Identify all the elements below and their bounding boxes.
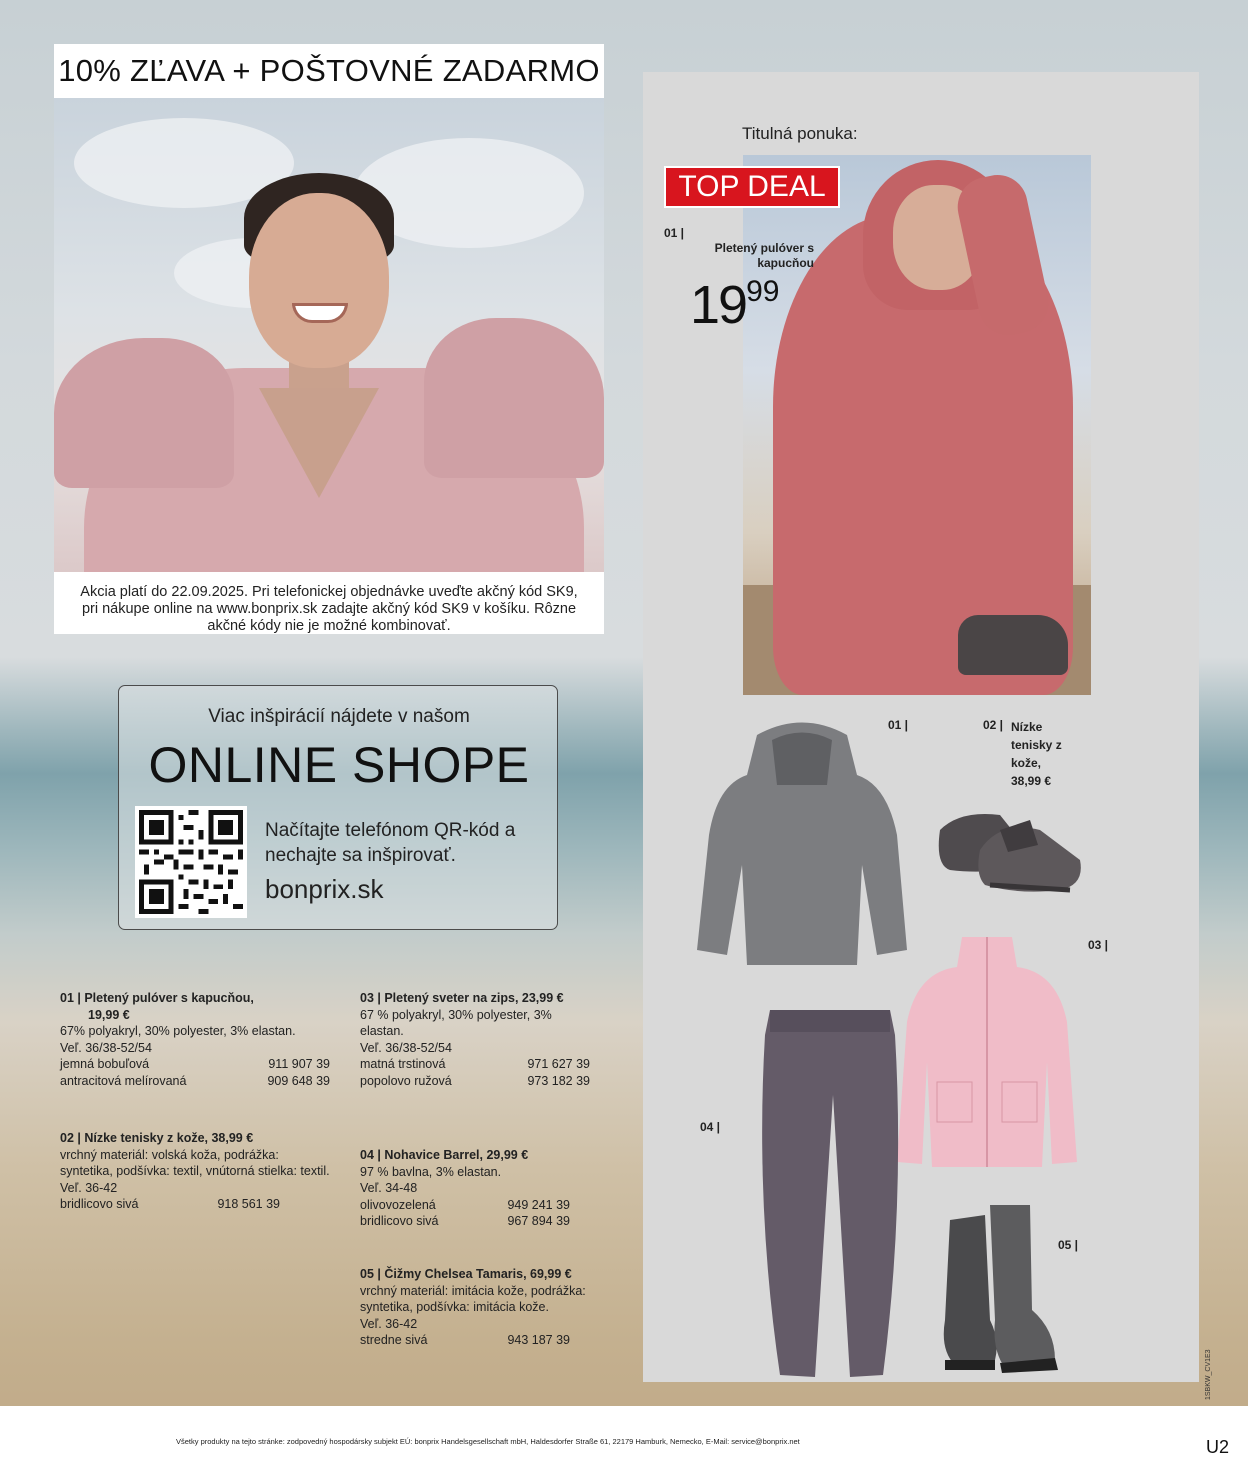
variant-color: antracitová melírovaná bbox=[60, 1073, 187, 1088]
promo-card bbox=[54, 44, 604, 634]
variant-color: bridlicovo sivá bbox=[60, 1197, 139, 1211]
qr-instruction: Načítajte telefónom QR-kód a nechajte sa inšpirovať. bbox=[265, 820, 516, 866]
top-deal-badge: TOP DEAL bbox=[664, 166, 840, 208]
desc-01-head: 01 | Pletený pulóver s kapucňou, bbox=[60, 991, 254, 1005]
desc-02-head: 02 | Nízke tenisky z kože, 38,99 € bbox=[60, 1131, 254, 1145]
cover-price bbox=[690, 262, 779, 335]
variant-row bbox=[360, 1197, 620, 1214]
desc-05-material: vrchný materiál: imitácia kože, podrážka: syntetika, podšívka: imitácia kože. bbox=[360, 1283, 586, 1314]
desc-03-head: 03 | Pletený sveter na zips, 23,99 € bbox=[360, 991, 564, 1005]
footer bbox=[0, 1406, 1248, 1460]
product-number-05: 05 | bbox=[1058, 1238, 1079, 1252]
desc-01-material: 67% polyakryl, 30% polyester, 3% elastan. bbox=[60, 1024, 296, 1038]
cover-label: Titulná ponuka: bbox=[742, 124, 858, 143]
variant-color: olivovozelená bbox=[360, 1197, 436, 1212]
cover-item-name: Pletený pulóver s kapucňou bbox=[714, 241, 814, 270]
variant-color: stredne sivá bbox=[360, 1333, 428, 1347]
variant-color: popolovo ružová bbox=[360, 1073, 452, 1088]
shop-url-link[interactable]: bonprix.sk bbox=[265, 874, 384, 904]
product-number-04: 04 | bbox=[700, 1120, 721, 1134]
price-cents: 99 bbox=[746, 275, 780, 308]
desc-01-price: 19,99 € bbox=[88, 1007, 130, 1022]
variant-code: 967 894 39 bbox=[507, 1214, 570, 1228]
pink-zip-sweater-image bbox=[897, 932, 1077, 1172]
product-number-02: 02 | bbox=[983, 718, 1004, 732]
page-number: U2 bbox=[1206, 1437, 1230, 1457]
boots-image bbox=[940, 1200, 1070, 1375]
description-03 bbox=[360, 990, 620, 1089]
desc-03-size: Veľ. 36/38-52/54 bbox=[360, 1040, 452, 1055]
promo-headline: 10% ZĽAVA + POŠTOVNÉ ZADARMO bbox=[54, 44, 604, 98]
cover-item-number: 01 | bbox=[664, 226, 685, 240]
variant-code: 918 561 39 bbox=[217, 1197, 280, 1211]
gray-hoodie-image bbox=[697, 715, 907, 970]
description-01 bbox=[60, 990, 330, 1089]
variant-row bbox=[360, 1056, 620, 1073]
variant-code: 971 627 39 bbox=[527, 1057, 590, 1071]
desc-02-material: vrchný materiál: volská koža, podrážka: syntetika, podšívka: textil, vnútorná stielka: textil. bbox=[60, 1147, 330, 1178]
description-05 bbox=[360, 1266, 620, 1349]
desc-01-size: Veľ. 36/38-52/54 bbox=[60, 1040, 152, 1055]
promo-photo bbox=[54, 98, 604, 572]
shop-title: ONLINE SHOPE bbox=[148, 737, 530, 793]
product-number-03: 03 | bbox=[1088, 938, 1109, 952]
desc-05-head: 05 | Čižmy Chelsea Tamaris, 69,99 € bbox=[360, 1267, 572, 1281]
product-number-01: 01 | bbox=[888, 718, 909, 732]
variant-code: 943 187 39 bbox=[507, 1333, 570, 1347]
variant-row bbox=[60, 1073, 330, 1090]
price-main: 19 bbox=[690, 275, 747, 335]
online-shop-box bbox=[118, 685, 558, 930]
variant-row bbox=[360, 1213, 620, 1230]
desc-04-material: 97 % bavlna, 3% elastan. bbox=[360, 1164, 502, 1179]
catalog-code: 1SBKW_CV1E3 bbox=[1205, 1349, 1212, 1400]
variant-color: jemná bobuľová bbox=[60, 1057, 150, 1071]
sneakers-image bbox=[930, 790, 1090, 900]
variant-color: matná trstinová bbox=[360, 1057, 446, 1071]
variant-color: bridlicovo sivá bbox=[360, 1214, 439, 1228]
description-02 bbox=[60, 1130, 330, 1213]
description-04 bbox=[360, 1147, 620, 1230]
variant-row bbox=[360, 1332, 620, 1349]
variant-row bbox=[360, 1073, 620, 1090]
variant-code: 909 648 39 bbox=[267, 1073, 330, 1088]
trousers-image bbox=[755, 1005, 905, 1380]
variant-code: 949 241 39 bbox=[507, 1197, 570, 1212]
shop-intro: Viac inšpirácií nájdete v našom bbox=[208, 706, 470, 727]
desc-04-head: 04 | Nohavice Barrel, 29,99 € bbox=[360, 1148, 529, 1162]
desc-02-size: Veľ. 36-42 bbox=[60, 1180, 118, 1195]
promo-conditions: Akcia platí do 22.09.2025. Pri telefonickej objednávke uveďte akčný kód SK9, pri nákupe online na www.bonprix.sk zadajte akčný kód SK9 v košíku. Rôzne akčné kódy nie je možné kombinovať. bbox=[80, 584, 578, 634]
qr-code[interactable] bbox=[135, 806, 247, 918]
sneaker-label-text: Nízke tenisky z kože, 38,99 € bbox=[1011, 720, 1062, 788]
sneaker-label bbox=[983, 718, 1073, 790]
desc-05-size: Veľ. 36-42 bbox=[360, 1316, 418, 1331]
desc-04-size: Veľ. 34-48 bbox=[360, 1181, 418, 1195]
variant-code: 911 907 39 bbox=[268, 1057, 330, 1071]
variant-row bbox=[60, 1056, 330, 1073]
variant-code: 973 182 39 bbox=[527, 1073, 590, 1088]
footer-legal-text: Všetky produkty na tejto stránke: zodpovedný hospodársky subjekt EÚ: bonprix Handelsgesellschaft mbH, Haldesdorfer Straße 61, 22179 Hamburk, Nemecko, E-Mail: service@bonprix.net bbox=[176, 1437, 800, 1446]
variant-row bbox=[60, 1196, 330, 1213]
desc-03-material: 67 % polyakryl, 30% polyester, 3% elastan. bbox=[360, 1007, 552, 1038]
